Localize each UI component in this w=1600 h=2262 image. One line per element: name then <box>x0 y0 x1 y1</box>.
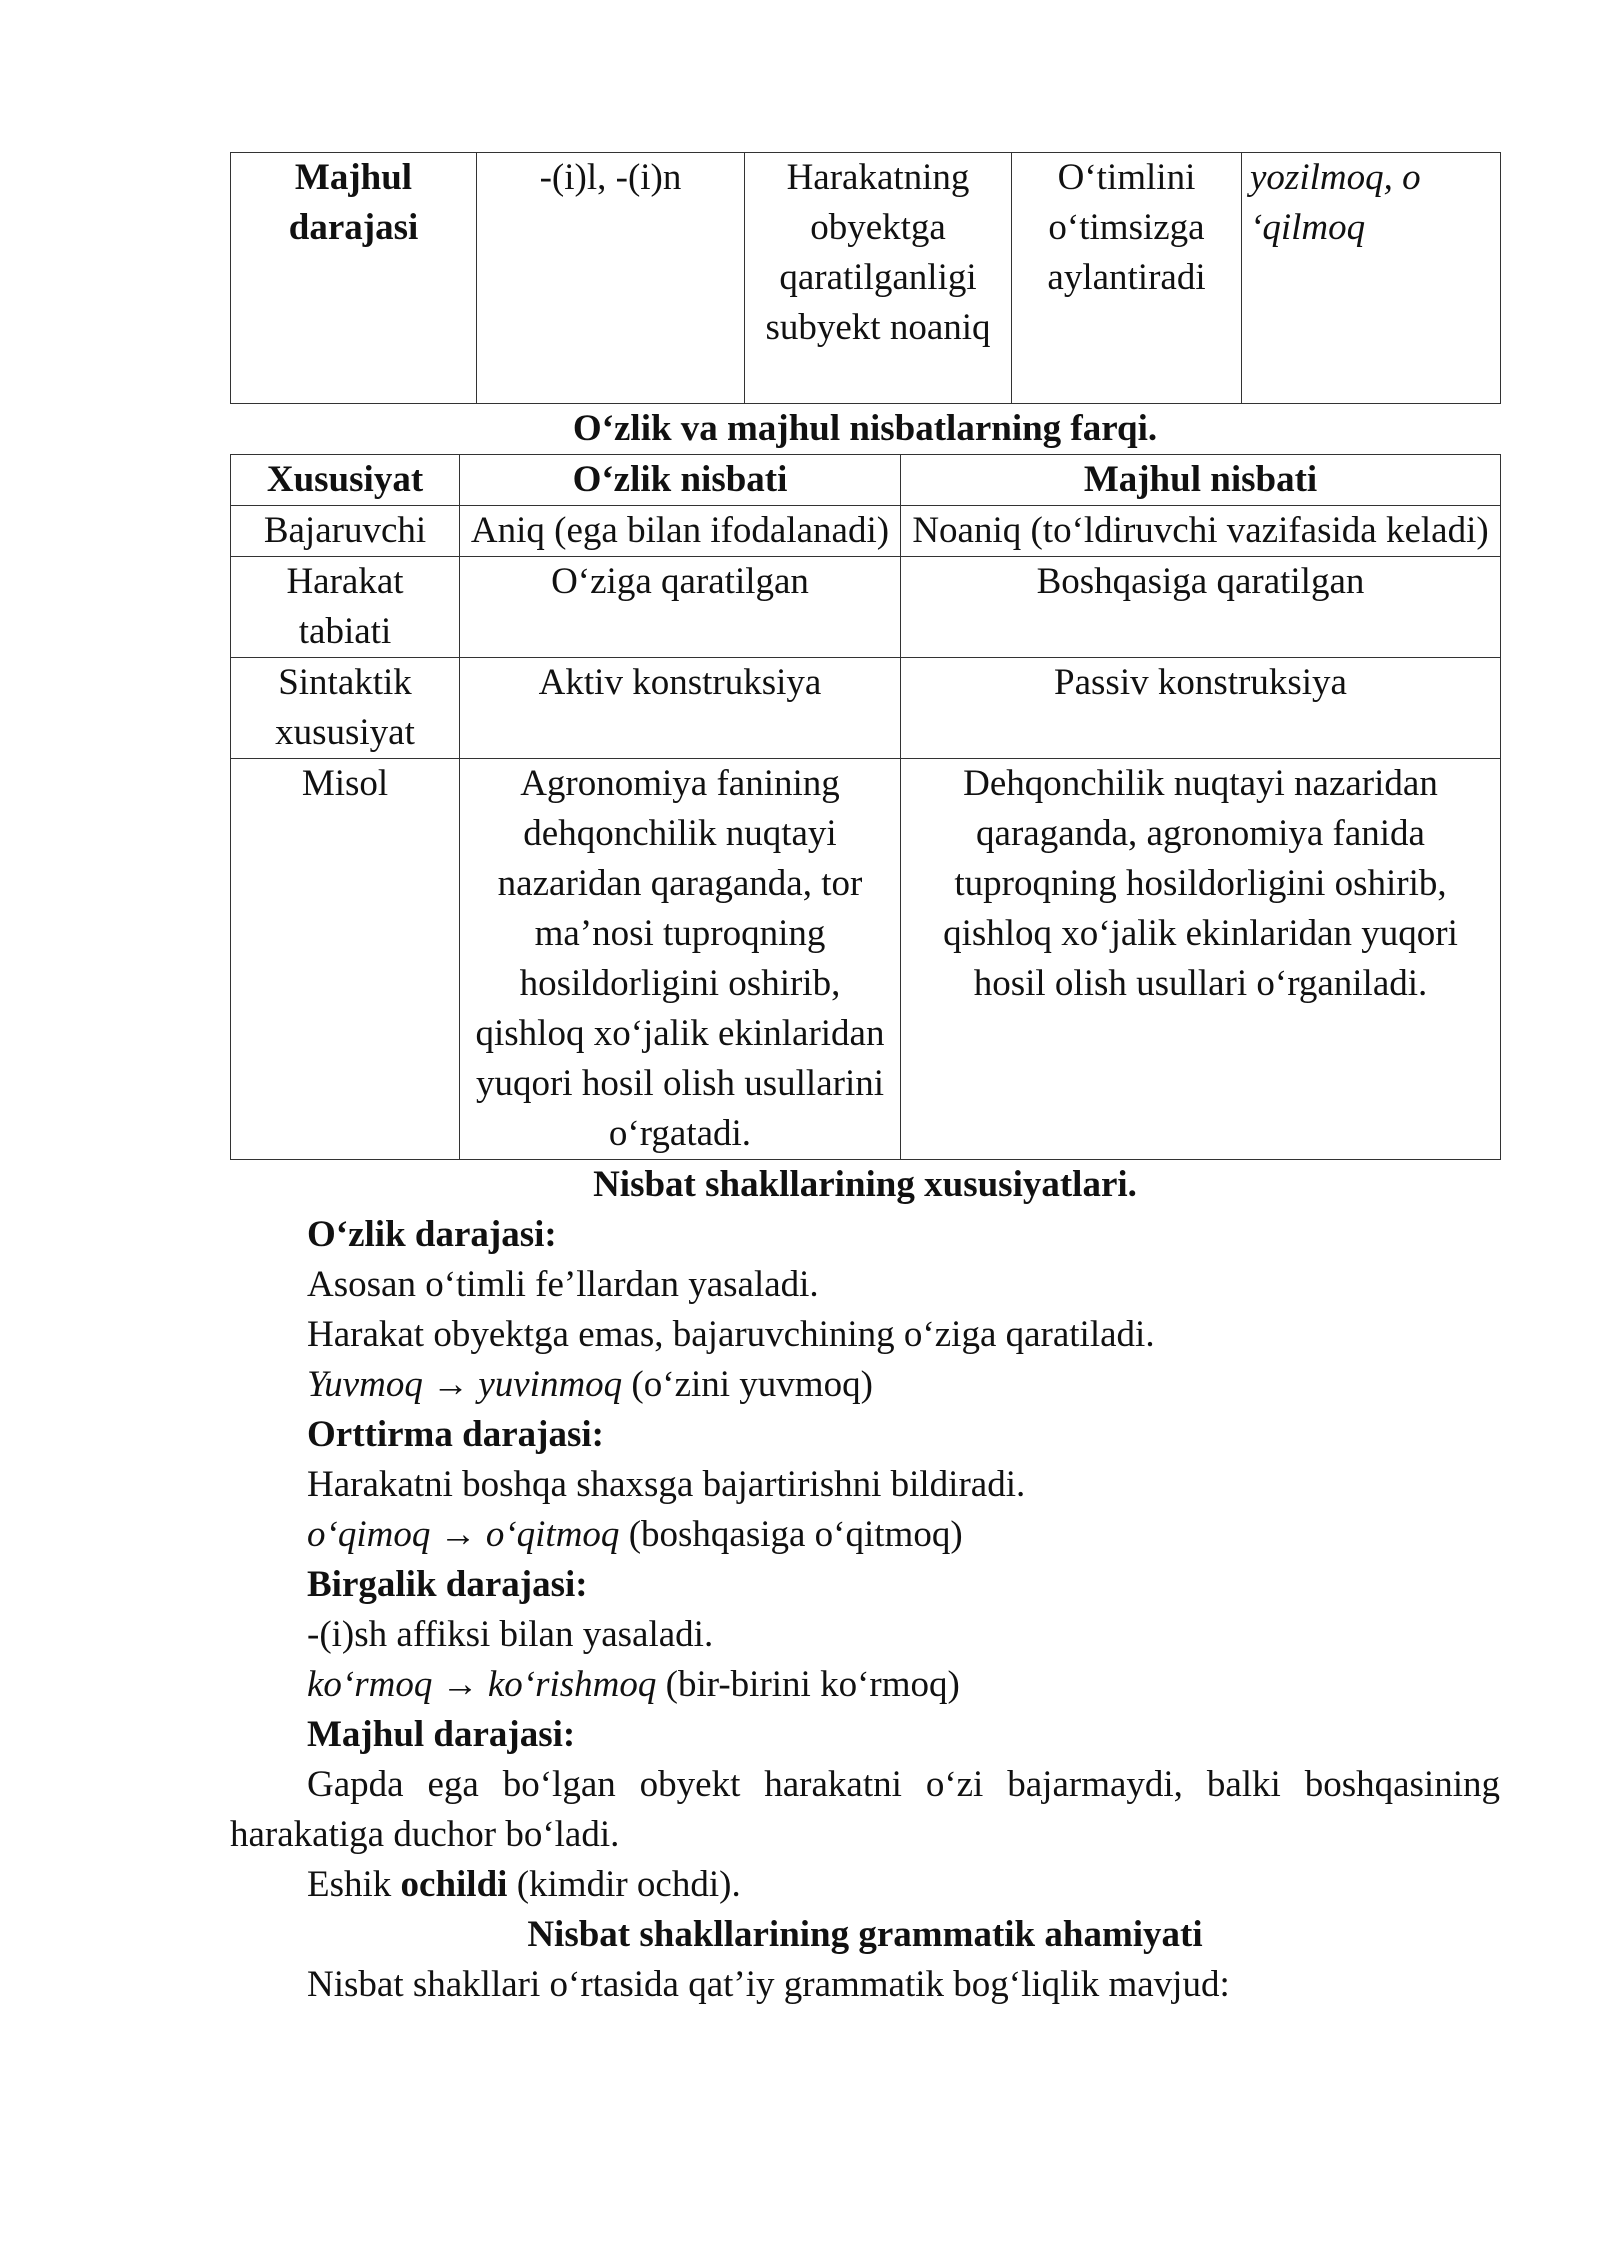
table-row <box>231 153 1501 404</box>
paragraph-line: Asosan o‘timli fe’llardan yasaladi. <box>307 1264 819 1305</box>
table-cell: Passiv konstruksiya <box>901 658 1501 759</box>
table-cell: -(i)l, -(i)n <box>477 153 745 404</box>
subsection-heading: Birgalik darajasi: <box>307 1564 588 1605</box>
example-line <box>230 1860 1500 1910</box>
table-row <box>231 759 1501 1160</box>
example-line <box>230 1360 1500 1410</box>
column-header: Majhul nisbati <box>901 455 1501 506</box>
example-gloss: (boshqasiga o‘qitmoq) <box>619 1514 963 1555</box>
example-italic: Yuvmoq → yuvinmoq <box>307 1364 623 1405</box>
section-title: Nisbat shakllarining xususiyatlari. <box>593 1164 1137 1205</box>
table-cell: yozilmoq, o ‘qilmoq <box>1242 153 1501 404</box>
example-line <box>230 1510 1500 1560</box>
table-row <box>231 557 1501 658</box>
document-page <box>230 152 1500 2010</box>
example-gloss: (bir-birini ko‘rmoq) <box>656 1664 960 1705</box>
table-cell: Majhul darajasi <box>231 153 477 404</box>
table-comparison <box>230 454 1501 1160</box>
example-italic: ko‘rmoq → ko‘rishmoq <box>307 1664 657 1705</box>
section-title: Nisbat shakllarining grammatik ahamiyati <box>527 1914 1203 1955</box>
table-cell: O‘timlini o‘timsizga aylantiradi <box>1012 153 1242 404</box>
subsection-heading: Majhul darajasi: <box>307 1714 576 1755</box>
table-cell: Dehqonchilik nuqtayi nazaridan qaraganda, agronomiya fanida tuproqning hosildorligini oshirib, qishloq xo‘jalik ekinlaridan yuqori hosil olish usullari o‘rganiladi. <box>901 759 1501 1160</box>
table-cell: Harakat tabiati <box>231 557 460 658</box>
example-pre: Eshik <box>307 1864 401 1905</box>
table-cell: O‘ziga qaratilgan <box>460 557 901 658</box>
example-line <box>230 1660 1500 1710</box>
table-cell: Noaniq (to‘ldiruvchi vazifasida keladi) <box>901 506 1501 557</box>
column-header: Xususiyat <box>231 455 460 506</box>
table-cell: Boshqasiga qaratilgan <box>901 557 1501 658</box>
subsection-heading: Orttirma darajasi: <box>307 1414 604 1455</box>
paragraph-line: Harakat obyektga emas, bajaruvchining o‘ziga qaratiladi. <box>307 1314 1155 1355</box>
table-cell: Agronomiya fanining dehqonchilik nuqtayi nazaridan qaraganda, tor ma’nosi tuproqning hosildorligini oshirib, qishloq xo‘jalik ekinlaridan yuqori hosil olish usullarini o‘rgatadi. <box>460 759 901 1160</box>
example-gloss: (kimdir ochdi). <box>507 1864 741 1905</box>
table-caption: O‘zlik va majhul nisbatlarning farqi. <box>572 408 1158 449</box>
paragraph-line: Harakatni boshqa shaxsga bajartirishni bildiradi. <box>307 1464 1026 1505</box>
example-italic: o‘qimoq → o‘qitmoq <box>307 1514 620 1555</box>
paragraph: Gapda ega bo‘lgan obyekt harakatni o‘zi bajarmaydi, balki boshqasining harakatiga duchor bo‘ladi. <box>230 1764 1500 1855</box>
table-row <box>231 506 1501 557</box>
table-header-row <box>231 455 1501 506</box>
table-cell: Sintaktik xususiyat <box>231 658 460 759</box>
example-gloss: (o‘zini yuvmoq) <box>622 1364 873 1405</box>
table-forms <box>230 152 1501 404</box>
table-cell: Aktiv konstruksiya <box>460 658 901 759</box>
table-cell: Bajaruvchi <box>231 506 460 557</box>
example-bold: ochildi <box>400 1864 508 1905</box>
subsection-heading: O‘zlik darajasi: <box>307 1214 557 1255</box>
table-cell: Harakatning obyektga qaratilganligi subyekt noaniq <box>745 153 1012 404</box>
table-row <box>231 658 1501 759</box>
paragraph-line: -(i)sh affiksi bilan yasaladi. <box>307 1614 714 1655</box>
table-cell: Aniq (ega bilan ifodalanadi) <box>460 506 901 557</box>
table-cell: Misol <box>231 759 460 1160</box>
column-header: O‘zlik nisbati <box>460 455 901 506</box>
paragraph-line: Nisbat shakllari o‘rtasida qat’iy grammatik bog‘liqlik mavjud: <box>307 1964 1230 2005</box>
